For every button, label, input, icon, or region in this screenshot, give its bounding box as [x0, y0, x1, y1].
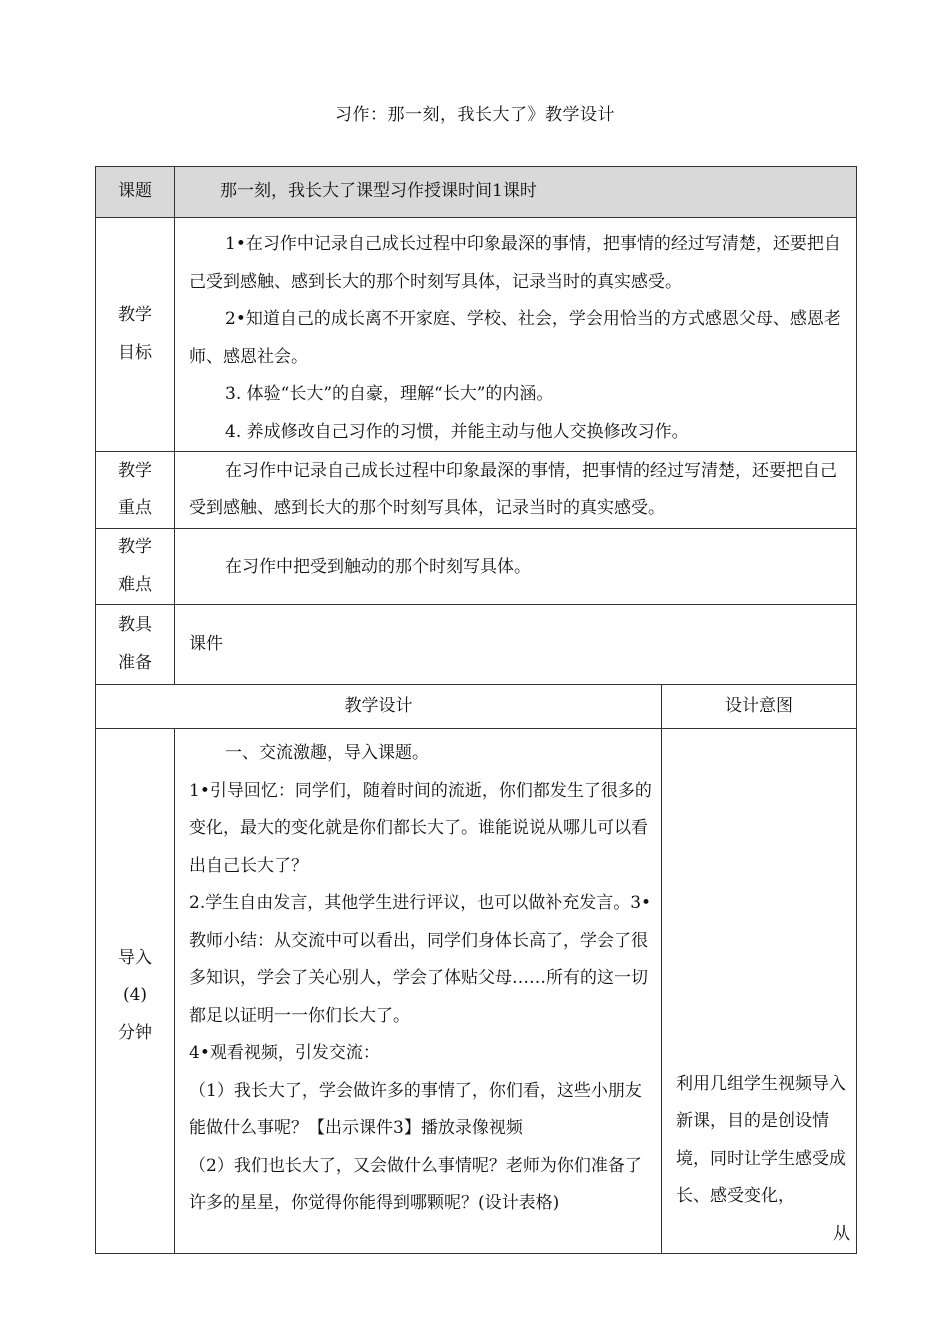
tools-label	[96, 605, 175, 685]
difficulty-label	[96, 529, 175, 605]
intro-paragraph: （2）我们也长大了，又会做什么事情呢？老师为你们准备了许多的星星，你觉得你能得到哪颗呢？(设计表格)	[189, 1155, 642, 1213]
focus-label-line2: 重点	[118, 498, 152, 518]
intent-tail: 从	[833, 1223, 851, 1244]
intro-content	[175, 729, 662, 1254]
intro-heading: 一、交流激趣，导入课题。	[225, 743, 429, 763]
goal-item: 4. 养成修改自己习作的习惯，并能主动与他人交换修改习作。	[225, 421, 689, 442]
row-focus	[96, 452, 857, 529]
difficulty-text: 在习作中把受到触动的那个时刻写具体。	[225, 557, 531, 577]
intro-paragraph: 1•引导回忆：同学们，随着时间的流逝，你们都发生了很多的变化，最大的变化就是你们都长大了。谁能说说从哪儿可以看出自己长大了？	[189, 780, 652, 876]
goal-item: 2•知道自己的成长离不开家庭、学校、社会，学会用恰当的方式感恩父母、感恩老师、感恩社会。	[189, 309, 841, 367]
goal-item: 3. 体验“长大”的自豪，理解“长大”的内涵。	[225, 384, 554, 404]
focus-text: 在习作中记录自己成长过程中印象最深的事情，把事情的经过写清楚，还要把自己受到感触、感到长大的那个时刻写具体，记录当时的真实感受。	[189, 460, 837, 518]
goals-content	[175, 218, 857, 452]
design-header-left: 教学设计	[96, 685, 662, 729]
document-title: 习作：那一刻，我长大了》教学设计	[335, 105, 615, 125]
tools-label-line2: 准备	[118, 652, 152, 673]
row-topic	[96, 167, 857, 218]
topic-label: 课题	[96, 167, 175, 218]
intro-label-line3: 分钟	[118, 1022, 152, 1043]
focus-label-line1: 教学	[118, 460, 152, 481]
difficulty-label-line2: 难点	[118, 574, 152, 595]
intro-intent	[662, 729, 857, 1254]
intent-text: 利用几组学生视频导入新课，目的是创设情境，同时让学生感受成长、感受变化，	[676, 1073, 846, 1206]
goals-label-line2: 目标	[118, 342, 152, 363]
topic-content: 那一刻，我长大了课型习作授课时间1课时	[175, 167, 857, 218]
intro-paragraph: 2.学生自由发言，其他学生进行评议，也可以做补充发言。3•教师小结：从交流中可以看出，同学们身体长高了，学会了很多知识，学会了关心别人，学会了体贴父母……所有的这一切都足以证明一一你们长大了。	[189, 893, 652, 1026]
focus-label	[96, 452, 175, 529]
tools-label-line1: 教具	[118, 615, 152, 635]
row-tools	[96, 605, 857, 685]
goal-item: 1•在习作中记录自己成长过程中印象最深的事情，把事情的经过写清楚，还要把自己受到感触、感到长大的那个时刻写具体，记录当时的真实感受。	[189, 234, 841, 292]
intro-paragraph: （1）我长大了，学会做许多的事情了，你们看，这些小朋友能做什么事呢？【出示课件3】播放录像视频	[189, 1080, 642, 1138]
lesson-plan-table	[95, 166, 857, 1254]
design-header-right: 设计意图	[662, 685, 857, 729]
intro-label-line1: 导入	[118, 947, 152, 968]
tools-text: 课件	[189, 633, 223, 654]
difficulty-content	[175, 529, 857, 605]
intro-label-line2: (4)	[122, 985, 148, 1006]
focus-content	[175, 452, 857, 529]
goals-label-line1: 教学	[118, 305, 152, 325]
row-intro	[96, 729, 857, 1254]
goals-label	[96, 218, 175, 452]
intro-label	[96, 729, 175, 1254]
row-difficulty	[96, 529, 857, 605]
tools-content	[175, 605, 857, 685]
row-design-header	[96, 685, 857, 729]
intro-paragraph: 4•观看视频，引发交流：	[189, 1043, 380, 1063]
difficulty-label-line1: 教学	[118, 537, 152, 557]
row-goals	[96, 218, 857, 452]
